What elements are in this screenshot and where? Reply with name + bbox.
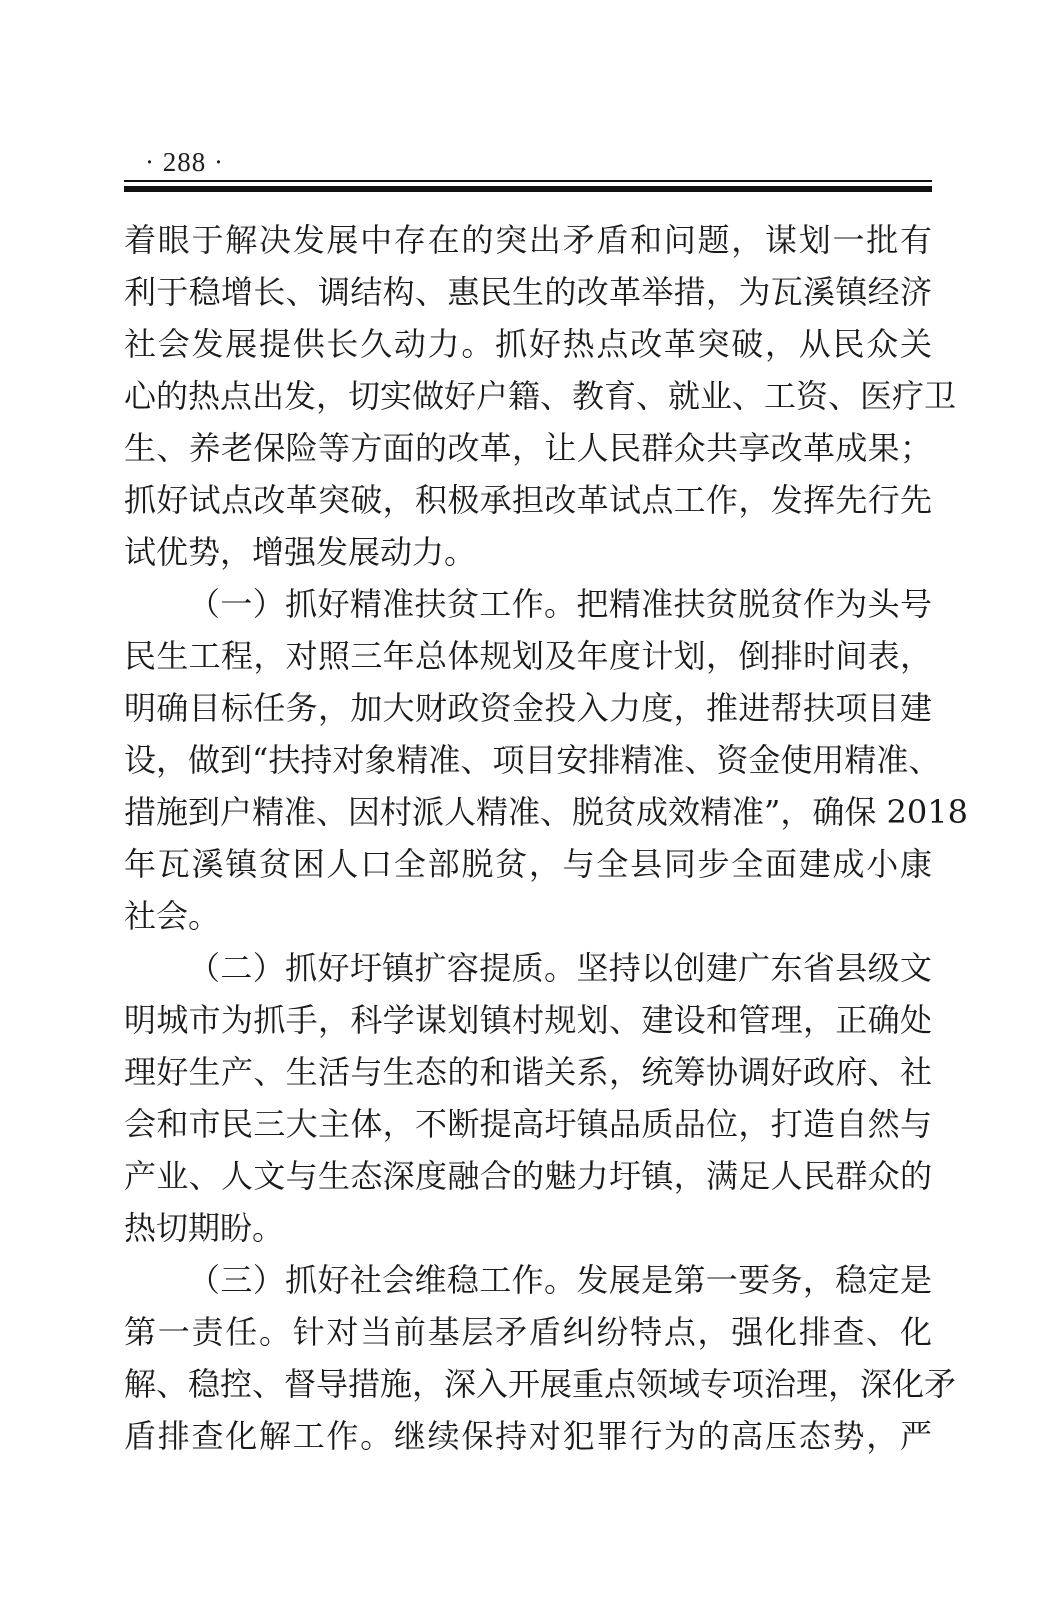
text-line: 心的热点出发，切实做好户籍、教育、就业、工资、医疗卫 (124, 377, 957, 415)
text-line: 设，做到“扶持对象精准、项目安排精准、资金使用精准、 (124, 741, 941, 779)
text-line: 民生工程，对照三年总体规划及年度计划，倒排时间表， (124, 637, 932, 675)
text-line: 利于稳增长、调结构、惠民生的改革举措，为瓦溪镇经济 (124, 273, 932, 311)
text-line: 社会。 (124, 897, 221, 935)
text-line: 盾排查化解工作。继续保持对犯罪行为的高压态势，严 (124, 1417, 932, 1455)
header-rule-thin (124, 180, 932, 182)
section-heading-line: （一）抓好精准扶贫工作。把精准扶贫脱贫作为头号 (188, 585, 932, 623)
text-line: 热切期盼。 (124, 1209, 285, 1247)
text-line: 明确目标任务，加大财政资金投入力度，推进帮扶项目建 (124, 689, 932, 727)
text-line: 试优势，增强发展动力。 (124, 533, 477, 571)
text-line: 明城市为抓手，科学谋划镇村规划、建设和管理，正确处 (124, 1001, 932, 1039)
text-line: 会和市民三大主体，不断提高圩镇品质品位，打造自然与 (124, 1105, 932, 1143)
page-number: · 288 · (145, 147, 224, 177)
header-rule-thick (124, 186, 932, 192)
text-line: 生、养老保险等方面的改革，让人民群众共享改革成果； (124, 429, 932, 467)
text-line: 理好生产、生活与生态的和谐关系，统筹协调好政府、社 (124, 1053, 932, 1091)
body-text (124, 214, 968, 1462)
text-line: 着眼于解决发展中存在的突出矛盾和问题，谋划一批有 (124, 221, 932, 259)
section-heading-line: （二）抓好圩镇扩容提质。坚持以创建广东省县级文 (188, 949, 932, 987)
text-line: 措施到户精准、因村派人精准、脱贫成效精准”，确保 2018 (124, 793, 968, 831)
text-line: 第一责任。针对当前基层矛盾纠纷特点，强化排查、化 (124, 1313, 932, 1351)
text-line: 年瓦溪镇贫困人口全部脱贫，与全县同步全面建成小康 (124, 845, 932, 883)
text-line: 解、稳控、督导措施，深入开展重点领域专项治理，深化矛 (124, 1365, 957, 1403)
section-heading-line: （三）抓好社会维稳工作。发展是第一要务，稳定是 (188, 1261, 932, 1299)
text-line: 产业、人文与生态深度融合的魅力圩镇，满足人民群众的 (124, 1157, 932, 1195)
text-line: 社会发展提供长久动力。抓好热点改革突破，从民众关 (124, 325, 932, 363)
text-line: 抓好试点改革突破，积极承担改革试点工作，发挥先行先 (124, 481, 932, 519)
